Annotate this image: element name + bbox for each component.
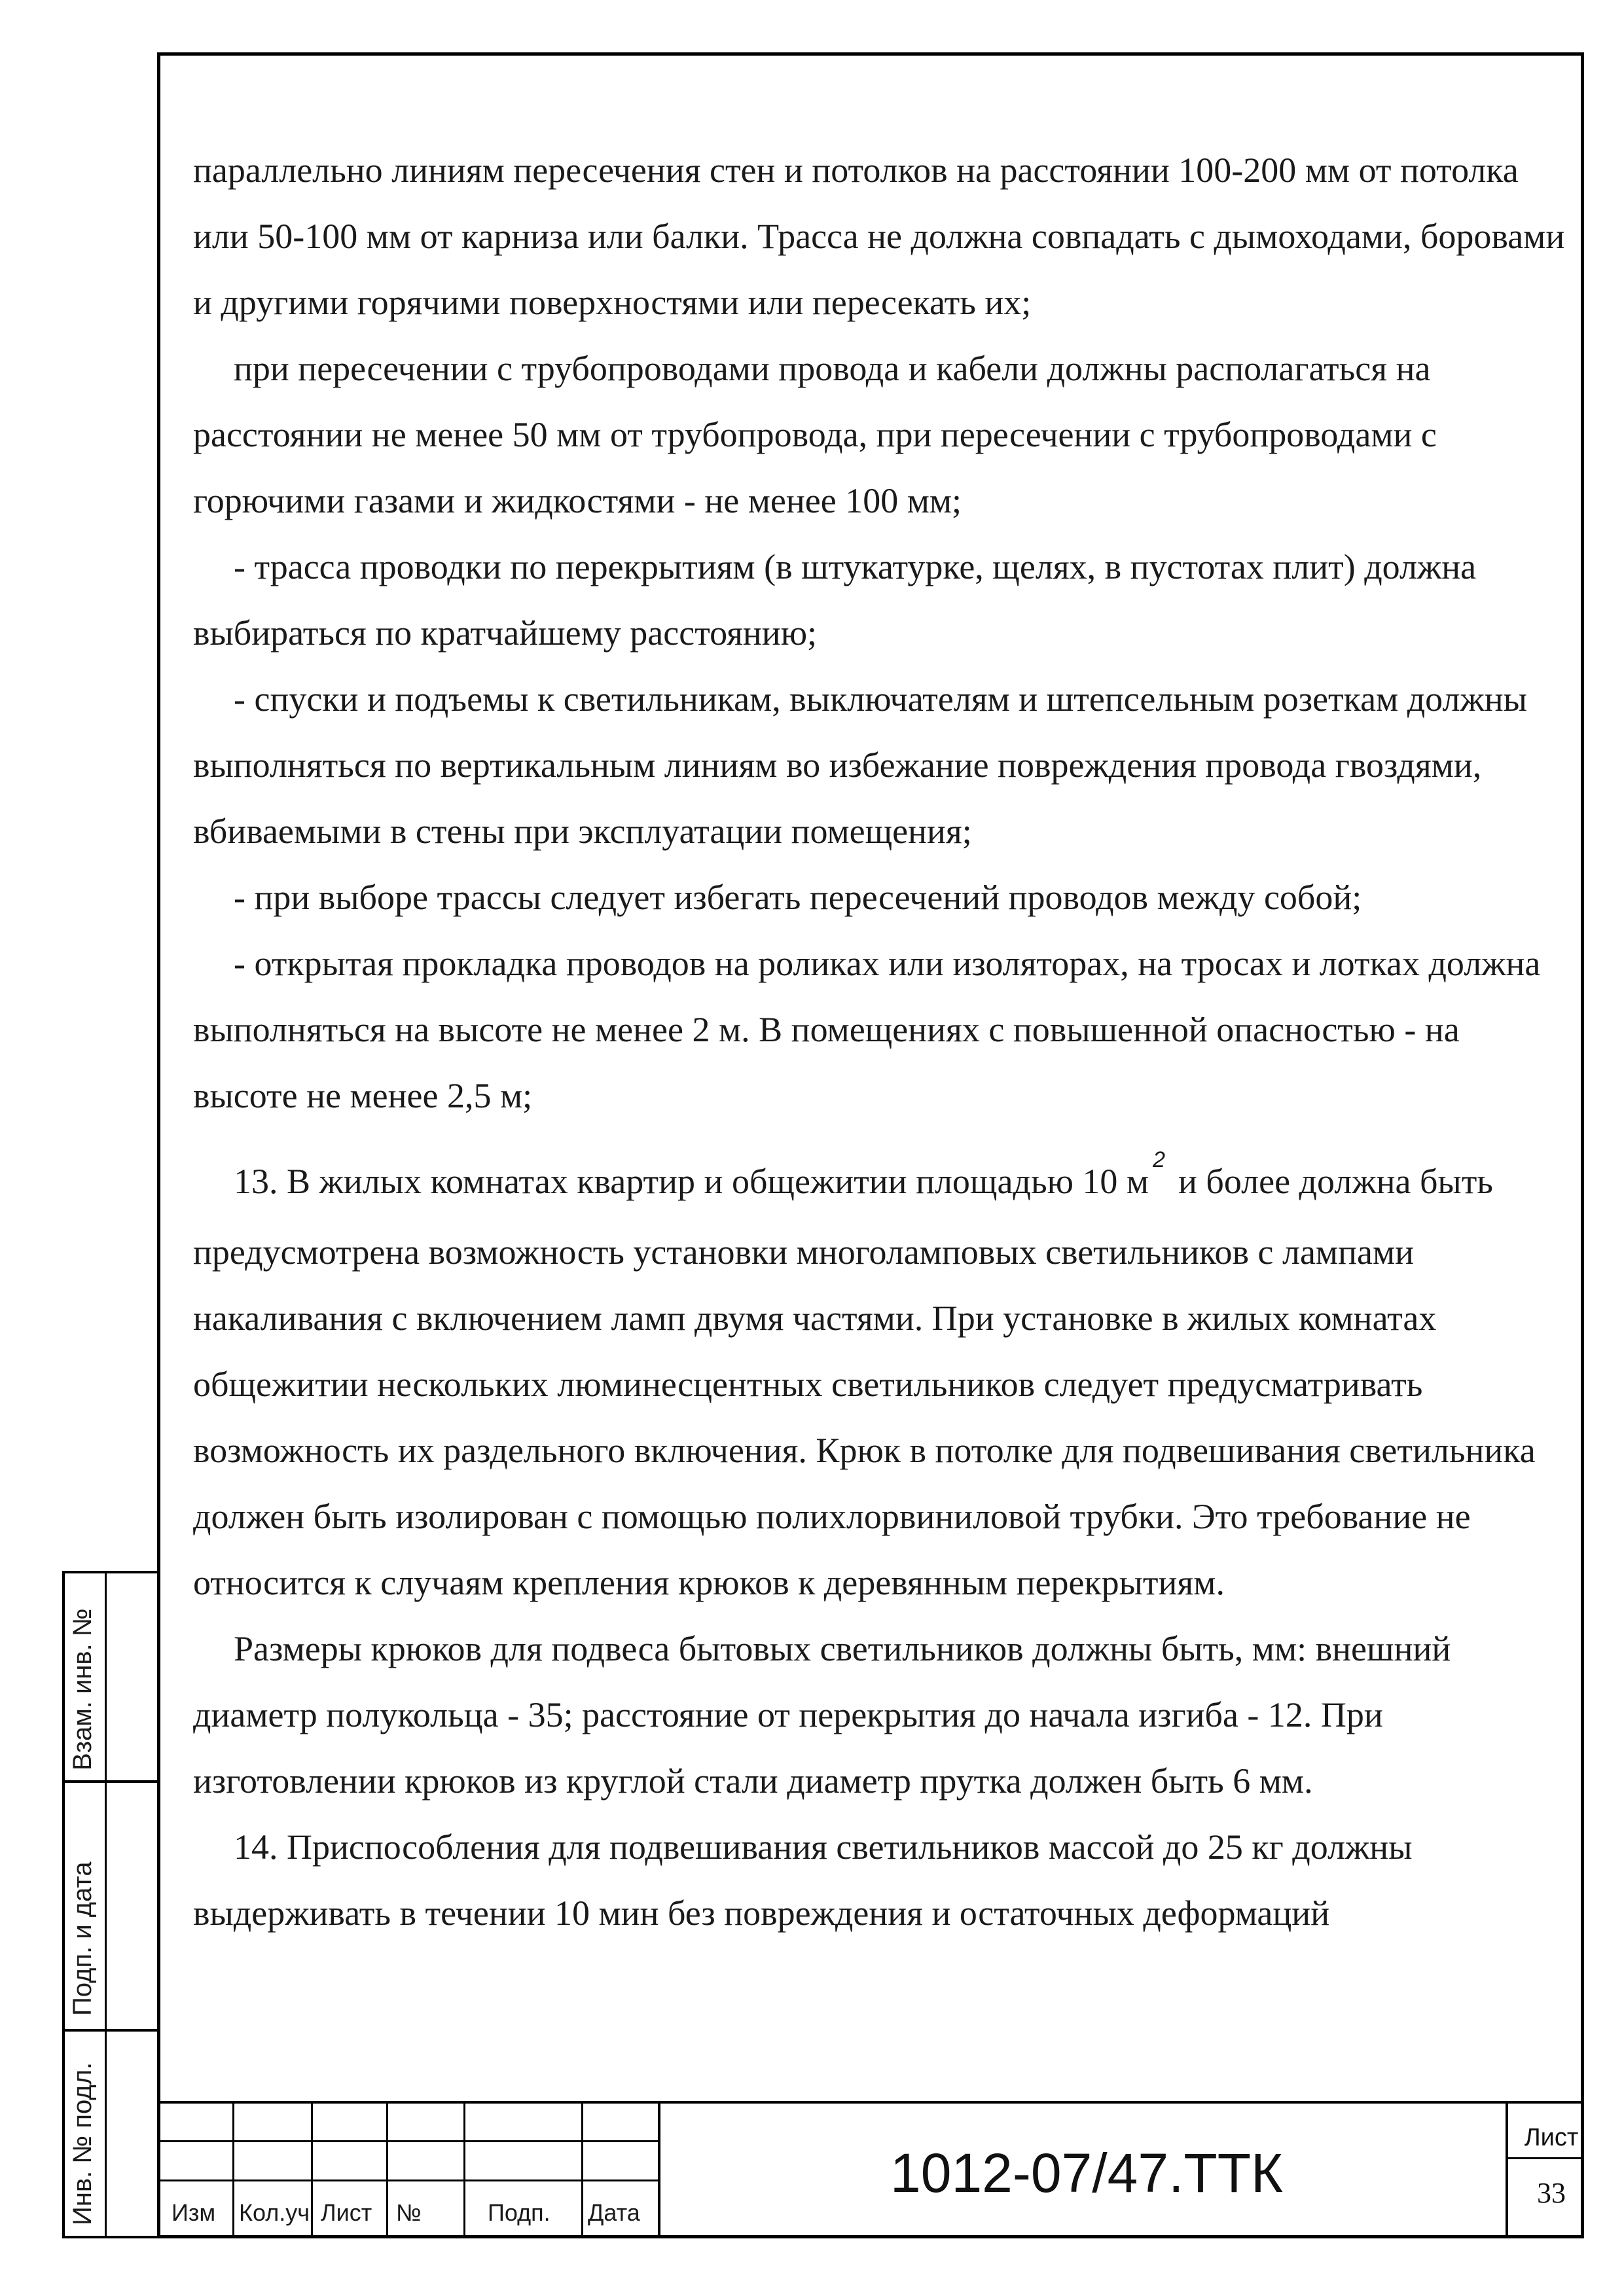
document-code: 1012-07/47.ТТК bbox=[890, 2142, 1283, 2204]
header-number: № bbox=[396, 2199, 422, 2226]
paragraph: - трасса проводки по перекрытиям (в штукатурке, щелях, в пустотах плит) должна выбираться по кратчайшему расстоянию; bbox=[193, 547, 1477, 653]
paragraph-13 bbox=[193, 1149, 1568, 1616]
sheet-label: Лист bbox=[1524, 2124, 1579, 2151]
superscript: 2 bbox=[1153, 1147, 1166, 1172]
paragraph: - спуски и подъемы к светильникам, выключателям и штепсельным розеткам должны выполняться по вертикальным линиям во избежание повреждения провода гвоздями, вбиваемыми в стены при эксплуатации помещения; bbox=[193, 679, 1527, 851]
inv-podl-label: Инв. № подл. bbox=[68, 2062, 97, 2225]
paragraph-13-start: 13. В жилых комнатах квартир и общежитии площадью 10 м bbox=[234, 1162, 1149, 1201]
paragraph-13-rest: и более должна быть предусмотрена возможность установки многоламповых светильников с лампами накаливания с включением ламп двумя частями. При установке в жилых комнатах общежитии нескольких люминесцентных светильников следует предусматривать возможность их раздельного включения. Крюк в потолке для подвешивания светильника должен быть изолирован с помощью полихлорвиниловой трубки. Это требование не относится к случаям крепления крюков к деревянным перекрытиям. bbox=[193, 1162, 1536, 1602]
sheet-number: 33 bbox=[1537, 2177, 1566, 2209]
body-text bbox=[193, 137, 1568, 1946]
paragraph: параллельно линиям пересечения стен и потолков на расстоянии 100-200 мм от потолка или 50-100 мм от карниза или балки. Трасса не должна совпадать с дымоходами, боровами и другими горячими поверхностями или пересекать их; bbox=[193, 151, 1565, 322]
paragraph: при пересечении с трубопроводами провода и кабели должны располагаться на расстоянии не менее 50 мм от трубопровода, при пересечении с трубопроводами с горючими газами и жидкостями - не менее 100 мм; bbox=[193, 349, 1437, 520]
paragraph-14: 14. Приспособления для подвешивания светильников массой до 25 кг должны выдерживать в течении 10 мин без повреждения и остаточных деформаций bbox=[193, 1827, 1413, 1933]
header-data: Дата bbox=[588, 2199, 640, 2226]
paragraph: - при выборе трассы следует избегать пересечений проводов между собой; bbox=[234, 878, 1362, 917]
paragraph-hooks: Размеры крюков для подвеса бытовых светильников должны быть, мм: внешний диаметр полукольца - 35; расстояние от перекрытия до начала изгиба - 12. При изготовлении крюков из круглой стали диаметр прутка должен быть 6 мм. bbox=[193, 1629, 1451, 1801]
header-izm: Изм bbox=[171, 2199, 216, 2226]
header-list: Лист bbox=[321, 2199, 372, 2226]
podp-data-label: Подп. и дата bbox=[68, 1861, 97, 2016]
header-kol-uch: Кол.уч bbox=[239, 2199, 310, 2226]
paragraph: - открытая прокладка проводов на роликах или изоляторах, на тросах и лотках должна выполняться на высоте не менее 2 м. В помещениях с повышенной опасностью - на высоте не менее 2,5 м; bbox=[193, 944, 1541, 1115]
vzam-inv-label: Взам. инв. № bbox=[68, 1608, 97, 1770]
header-podp: Подп. bbox=[488, 2199, 550, 2226]
